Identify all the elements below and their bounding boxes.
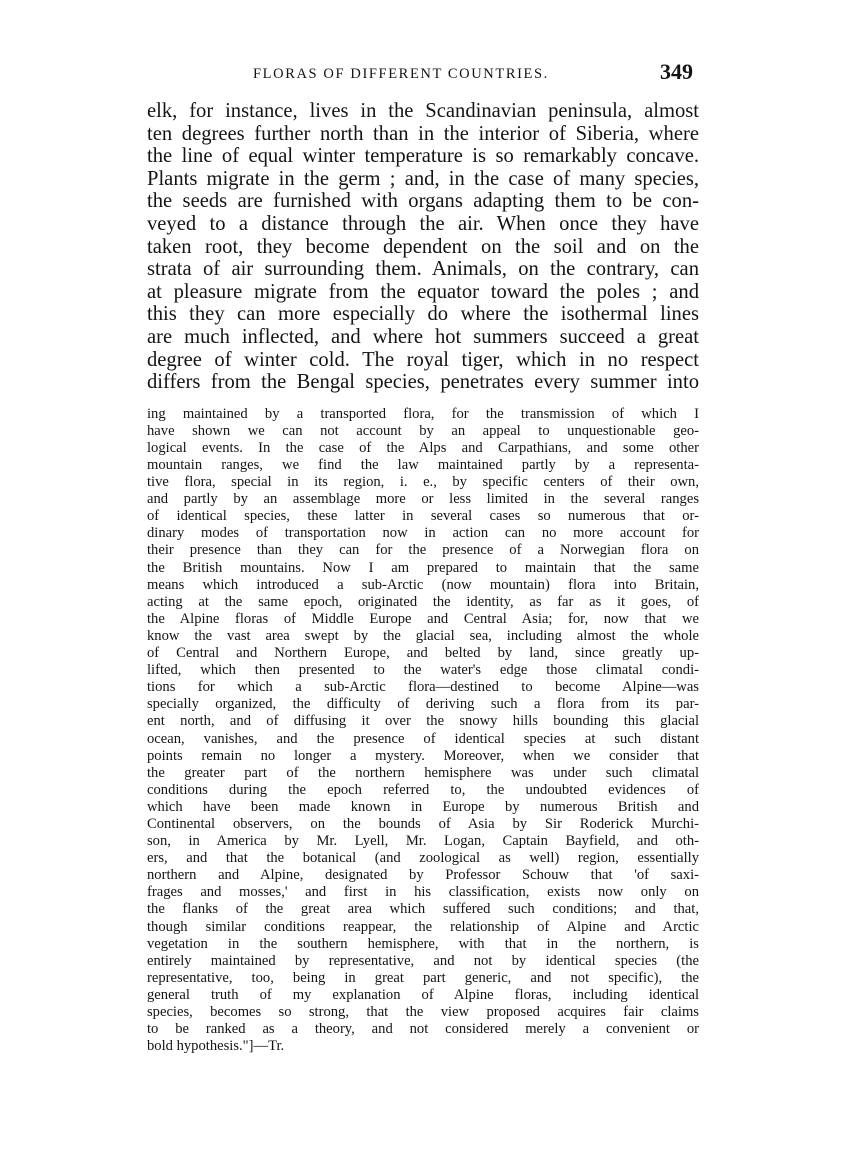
footnote-line: mountain ranges, we find the law maintained partly by a representa- [147,457,699,473]
footnote-line: logical events. In the case of the Alps and Carpathians, and some other [147,439,699,456]
footnote-line: means which introduced a sub-Arctic (now mountain) flora into Britain, [147,576,699,593]
footnote-line: points remain no longer a mystery. Moreover, when we consider that [147,747,699,764]
footnote-line: of identical species, these latter in several cases so numerous that or- [147,508,699,525]
footnote-line: son, in America by Mr. Lyell, Mr. Logan, Captain Bayfield, and oth- [147,833,699,850]
footnote-line: species, becomes so strong, that the view proposed acquires fair claims [147,1004,699,1020]
footnote-line: Continental observers, on the bounds of Asia by Sir Roderick Murchi- [147,815,699,832]
footnote-line: conditions during the epoch referred to, the undoubted evidences of [147,781,699,798]
footnote-line: entirely maintained by representative, and not by identical species (the [147,952,699,969]
footnote-line: the British mountains. Now I am prepared to maintain that the same [147,559,699,576]
footnote-line: ers, and that the botanical (and zoological as well) region, essentially [147,850,699,867]
footnote-line: their presence than they can for the presence of a Norwegian flora on [147,542,699,559]
footnote-line: know the vast area swept by the glacial sea, including almost the whole [147,627,699,644]
footnote-line: dinary modes of transportation now in action can no more account for [147,525,699,542]
footnote-line: though similar conditions reappear, the relationship of Alpine and Arctic [147,918,699,935]
running-title: FLORAS OF DIFFERENT COUNTRIES. [253,66,549,82]
footnote-line: ing maintained by a transported flora, for the transmission of which I [147,405,699,422]
body-text-line: ten degrees further north than in the interior of Siberia, where [147,122,699,145]
body-text-line: at pleasure migrate from the equator toward the poles ; and [147,280,699,303]
footnote-line: of Central and Northern Europe, and belted by land, since greatly up- [147,645,699,662]
footnote-line: the flanks of the great area which suffered such conditions; and that, [147,901,699,918]
body-text-line: are much inflected, and where hot summers succeed a great [147,325,699,348]
footnote-line: frages and mosses,' and first in his classification, exists now only on [147,884,699,901]
footnote-line: specially organized, the difficulty of deriving such a flora from its par- [147,696,699,713]
body-text-line: veyed to a distance through the air. When once they have [147,212,699,235]
footnote-line: tive flora, special in its region, i. e., by specific centers of their own, [147,474,699,491]
footnote-line: bold hypothesis."]—Tr. [147,1038,285,1055]
footnote [147,406,699,1056]
footnote-line: vegetation in the southern hemisphere, with that in the northern, is [147,935,699,952]
footnote-line: lifted, which then presented to the water's edge those climatal condi- [147,662,699,679]
footnote-line: and partly by an assemblage more or less limited in the several ranges [147,491,699,508]
footnote-line: the Alpine floras of Middle Europe and Central Asia; for, now that we [147,610,699,627]
page-number: 349 [660,59,693,84]
book-page [147,58,699,1055]
footnote-line: have shown we can not account by an appeal to unquestionable geo- [147,422,699,439]
body-text-line: the line of equal winter temperature is so remarkably concave. [147,145,699,168]
body-text-line: degree of winter cold. The royal tiger, which in no respect [147,348,699,371]
footnote-line: to be ranked as a theory, and not considered merely a convenient or [147,1021,699,1038]
body-text-line: differs from the Bengal species, penetrates every summer into [147,371,699,394]
running-head [147,58,699,86]
footnote-line: representative, too, being in great part generic, and not specific), the [147,969,699,986]
main-text [147,100,699,394]
body-text-line: Plants migrate in the germ ; and, in the case of many species, [147,167,699,190]
footnote-line: general truth of my explanation of Alpine floras, including identical [147,986,699,1003]
footnote-line: ocean, vanishes, and the presence of identical species at such distant [147,730,699,747]
footnote-line: ent north, and of diffusing it over the snowy hills bounding this glacial [147,713,699,730]
footnote-line: which have been made known in Europe by numerous British and [147,798,699,815]
footnote-line: the greater part of the northern hemisphere was under such climatal [147,764,699,781]
body-text-line: this they can more especially do where the isothermal lines [147,303,699,326]
body-text-line: taken root, they become dependent on the soil and on the [147,235,699,258]
footnote-line: tions for which a sub-Arctic flora—destined to become Alpine—was [147,679,699,696]
footnote-line: acting at the same epoch, originated the identity, as far as it goes, of [147,593,699,610]
footnote-line: northern and Alpine, designated by Professor Schouw that 'of saxi- [147,867,699,884]
body-text-line: strata of air surrounding them. Animals, on the contrary, can [147,258,699,281]
body-text-line: the seeds are furnished with organs adapting them to be con- [147,190,699,213]
body-text-line: elk, for instance, lives in the Scandinavian peninsula, almost [147,100,699,122]
